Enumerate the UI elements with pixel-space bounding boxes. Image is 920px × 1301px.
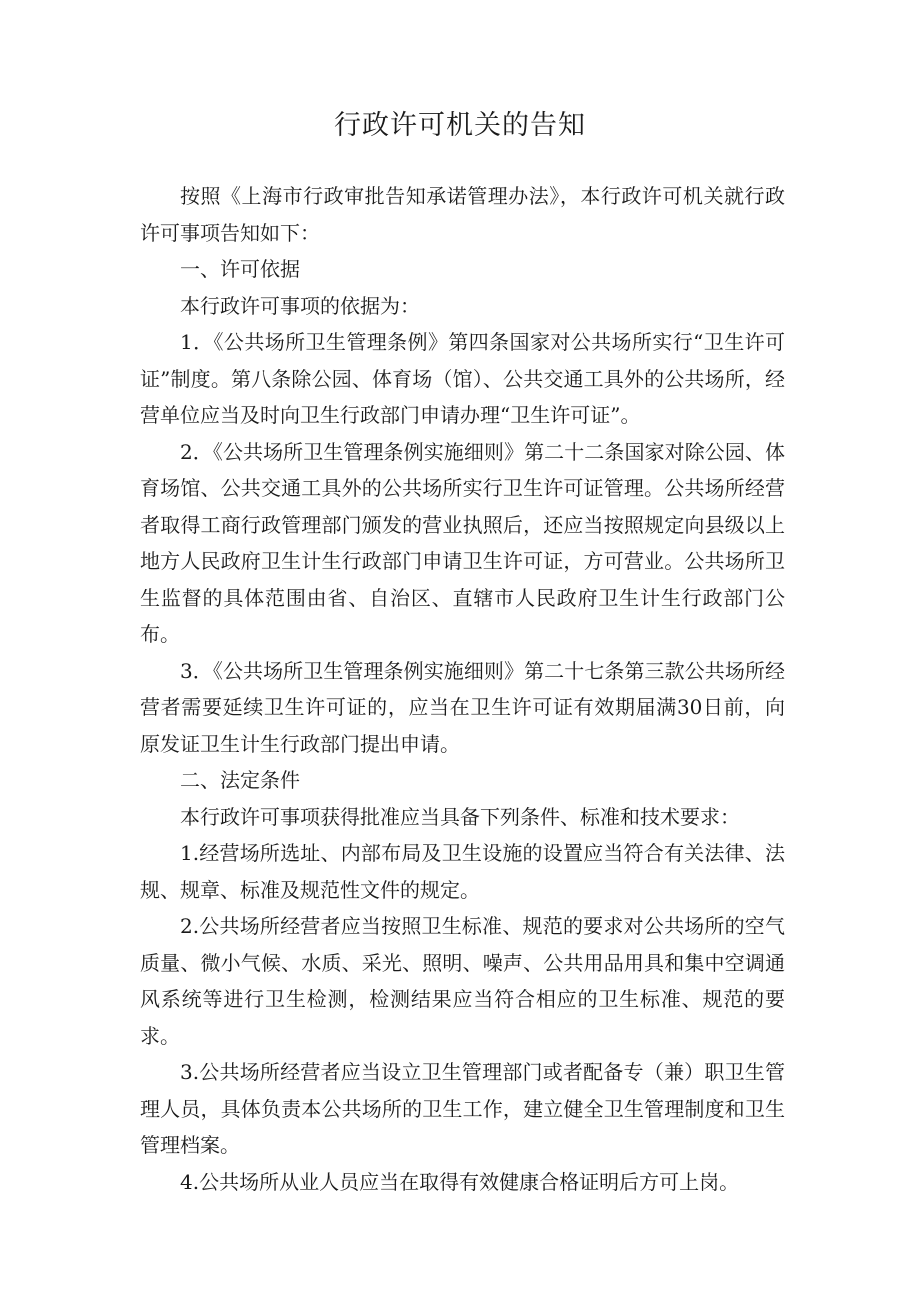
condition-item-3: 3.公共场所经营者应当设立卫生管理部门或者配备专（兼）职卫生管理人员，具体负责本公共场所的卫生工作，建立健全卫生管理制度和卫生管理档案。 [140,1060,785,1157]
document-title: 行政许可机关的告知 [334,110,586,141]
condition-item-1: 1.经营场所选址、内部布局及卫生设施的设置应当符合有关法律、法规、规章、标准及规范性文件的规定。 [140,841,785,902]
basis-item-2: 2．《公共场所卫生管理条例实施细则》第二十二条国家对除公园、体育场馆、公共交通工具外的公共场所实行卫生许可证管理。公共场所经营者取得工商行政管理部门颁发的营业执照后，还应当按照规定向县级以上地方人民政府卫生计生行政部门申请卫生许可证，方可营业。公共场所卫生监督的具体范围由省、自治区、直辖市人民政府卫生计生行政部门公布。 [140,439,785,646]
intro-paragraph: 按照《上海市行政审批告知承诺管理办法》，本行政许可机关就行政许可事项告知如下： [140,184,785,245]
section-heading-conditions: 二、法定条件 [180,768,300,792]
condition-item-4: 4.公共场所从业人员应当在取得有效健康合格证明后方可上岗。 [180,1169,740,1194]
section-heading-basis: 一、许可依据 [180,257,300,281]
basis-item-1: 1．《公共场所卫生管理条例》第四条国家对公共场所实行“卫生许可证”制度。第八条除公园、体育场（馆）、公共交通工具外的公共场所，经营单位应当及时向卫生行政部门申请办理“卫生许可证”。 [140,330,785,427]
document-body [140,178,785,1200]
section-lead-conditions: 本行政许可事项获得批准应当具备下列条件、标准和技术要求： [180,804,740,829]
condition-item-2: 2.公共场所经营者应当按照卫生标准、规范的要求对公共场所的空气质量、微小气候、水质、采光、照明、噪声、公共用品用具和集中空调通风系统等进行卫生检测，检测结果应当符合相应的卫生标准、规范的要求。 [140,914,785,1048]
section-lead-basis: 本行政许可事项的依据为： [180,293,420,318]
basis-item-3: 3．《公共场所卫生管理条例实施细则》第二十七条第三款公共场所经营者需要延续卫生许可证的，应当在卫生许可证有效期届满30日前，向原发证卫生计生行政部门提出申请。 [140,658,785,756]
